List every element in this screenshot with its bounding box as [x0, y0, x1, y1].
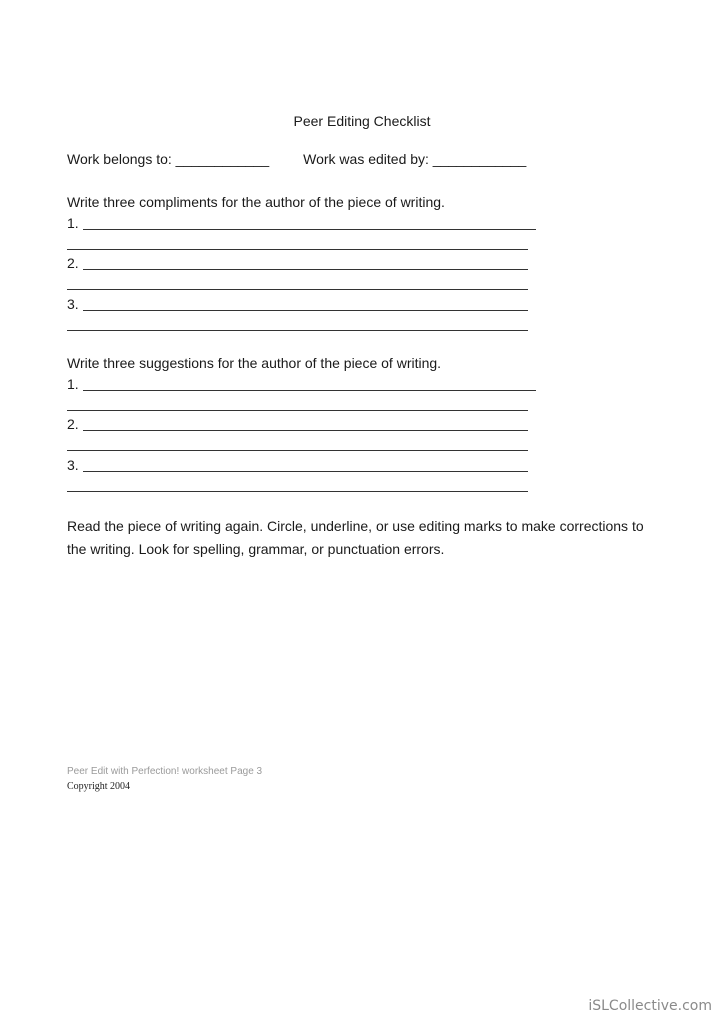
- compliments-heading: Write three compliments for the author of the piece of writing.: [67, 194, 445, 210]
- suggestion-2-line-b[interactable]: [67, 450, 528, 451]
- suggestion-2-number: 2.: [67, 416, 79, 432]
- compliment-1-number: 1.: [67, 215, 79, 231]
- author-editor-row: [67, 151, 526, 167]
- compliment-1-line-b[interactable]: [67, 249, 528, 250]
- compliment-2-number: 2.: [67, 255, 79, 271]
- suggestion-2-line-a[interactable]: [83, 430, 528, 431]
- footer-source: Peer Edit with Perfection! worksheet Page 3: [67, 766, 263, 777]
- compliment-2-line-a[interactable]: [83, 269, 528, 270]
- page-title: Peer Editing Checklist: [293, 113, 431, 129]
- suggestion-3-number: 3.: [67, 457, 79, 473]
- instructions-paragraph: Read the piece of writing again. Circle, underline, or use editing marks to make corrections to the writing. Look for spelling, grammar, or punctuation errors.: [67, 518, 644, 557]
- footer-copyright: Copyright 2004: [67, 781, 131, 792]
- compliment-3-line-a[interactable]: [83, 310, 528, 311]
- compliment-2-line-b[interactable]: [67, 289, 528, 290]
- compliment-3-number: 3.: [67, 296, 79, 312]
- compliment-3-line-b[interactable]: [67, 330, 528, 331]
- compliment-1-line-a[interactable]: [83, 229, 536, 230]
- watermark-text: iSLCollective.com: [588, 998, 712, 1014]
- suggestions-heading: Write three suggestions for the author of the piece of writing.: [67, 355, 442, 371]
- suggestion-1-number: 1.: [67, 376, 79, 392]
- work-edited-by-label: Work was edited by: ____________: [303, 151, 527, 167]
- suggestion-1-line-b[interactable]: [67, 410, 528, 411]
- suggestion-3-line-b[interactable]: [67, 491, 528, 492]
- suggestion-3-line-a[interactable]: [83, 471, 528, 472]
- work-belongs-to-label: Work belongs to: ____________: [67, 151, 270, 167]
- suggestion-1-line-a[interactable]: [83, 390, 536, 391]
